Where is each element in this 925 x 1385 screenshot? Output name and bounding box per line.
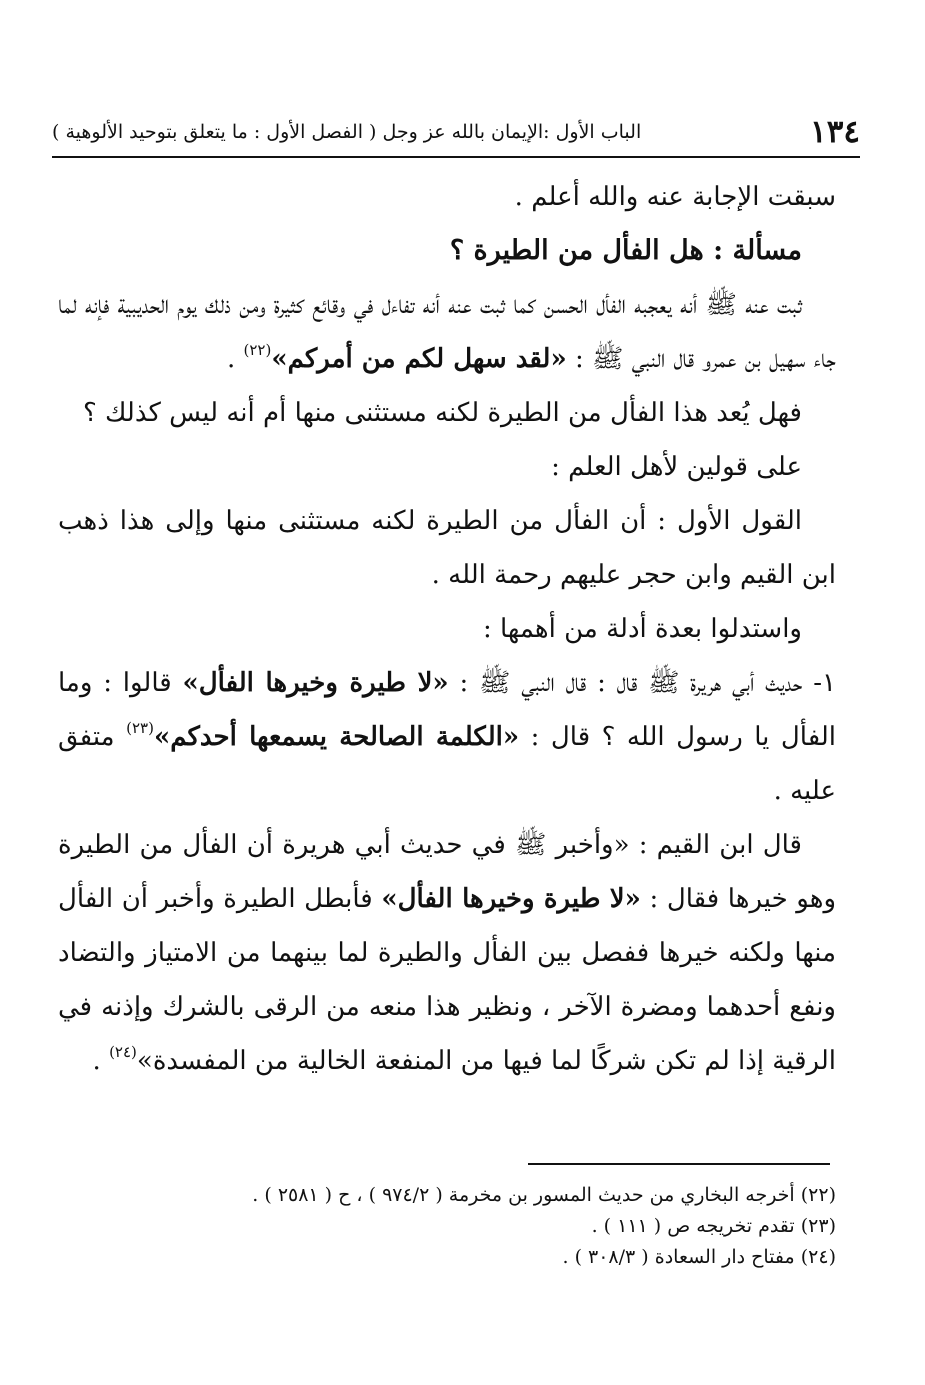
paragraph-2 <box>58 278 836 386</box>
paragraph-3: فهل يُعد هذا الفأل من الطيرة لكنه مستثنى منها أم أنه ليس كذلك ؟ <box>82 398 802 428</box>
paragraph-7 <box>58 656 836 818</box>
paragraph-7-end: متفق عليه . <box>58 722 836 806</box>
footnote-ref-23: (٢٣) <box>126 719 154 737</box>
paragraph-7-text-b: قالوا : وما الفأل يا رسول الله ؟ قال : <box>58 668 836 752</box>
hadith-quote: «لا طيرة وخيرها الفأل» <box>182 668 449 698</box>
footnote-23: (٢٣) تقدم تخريجه ص ( ١١١ ) . <box>591 1215 836 1237</box>
paragraph-2-end: . <box>226 344 244 374</box>
section-heading: مسألة : هل الفأل من الطيرة ؟ <box>449 235 802 266</box>
footnote-22: (٢٢) أخرجه البخاري من حديث المسور بن مخرمة ( ٩٧٤/٢ ) ، ح ( ٢٥٨١ ) . <box>252 1184 836 1206</box>
paragraph-1: سبقت الإجابة عنه والله أعلم . <box>514 182 836 212</box>
main-text <box>58 170 836 1088</box>
hadith-quote: «لا طيرة وخيرها الفأل» <box>381 884 641 914</box>
paragraph-8-text-b: فأبطل الطيرة وأخبر أن الفأل منها ولكنه خيرها ففصل بين الفأل والطيرة لما بينهما من الامتياز والتضاد ونفع أحدهما ومضرة الآخر ، ونظير هذا منعه من الرقى بالشرك وإذنه في الرقية إذا لم تكن شركًا لما فيها من المنفعة الخالية من المفسدة» <box>58 884 836 1076</box>
page-number: ١٣٤ <box>810 114 860 150</box>
paragraph-8 <box>58 818 836 1088</box>
paragraph-2-text: ثبت عنه ﷺ أنه يعجبه الفأل الحسن كما ثبت عنه أنه تفاءل في وقائع كثيرة ومن ذلك يوم الحديبية فإنه لما جاء سهيل بن عمرو قال النبي ﷺ : <box>58 290 836 374</box>
footnote-divider <box>528 1163 830 1165</box>
paragraph-7-text-a: ١- حديث أبي هريرة ﷺ قال : قال النبي ﷺ : <box>448 668 836 698</box>
paragraph-6: واستدلوا بعدة أدلة من أهمها : <box>482 614 802 644</box>
running-title: الباب الأول :الإيمان بالله عز وجل ( الفصل الأول : ما يتعلق بتوحيد الألوهية ) <box>52 121 642 143</box>
hadith-quote: «الكلمة الصالحة يسمعها أحدكم» <box>153 722 520 752</box>
hadith-quote: «لقد سهل لكم من أمركم» <box>271 344 567 374</box>
paragraph-8-text-a: قال ابن القيم : «وأخبر ﷺ في حديث أبي هريرة أن الفأل من الطيرة وهو خيرها فقال : <box>58 830 836 914</box>
paragraph-4: على قولين لأهل العلم : <box>551 452 802 482</box>
footnotes <box>120 1180 836 1273</box>
footnote-ref-22: (٢٢) <box>243 341 272 359</box>
paragraph-5: القول الأول : أن الفأل من الطيرة لكنه مستثنى منها وإلى هذا ذهب ابن القيم وابن حجر عليهم رحمة الله . <box>58 506 836 590</box>
footnote-24: (٢٤) مفتاح دار السعادة ( ٣٠٨/٣ ) . <box>562 1246 836 1268</box>
page-header <box>52 108 860 158</box>
paragraph-8-end: . <box>92 1046 110 1076</box>
footnote-ref-24: (٢٤) <box>109 1043 137 1061</box>
